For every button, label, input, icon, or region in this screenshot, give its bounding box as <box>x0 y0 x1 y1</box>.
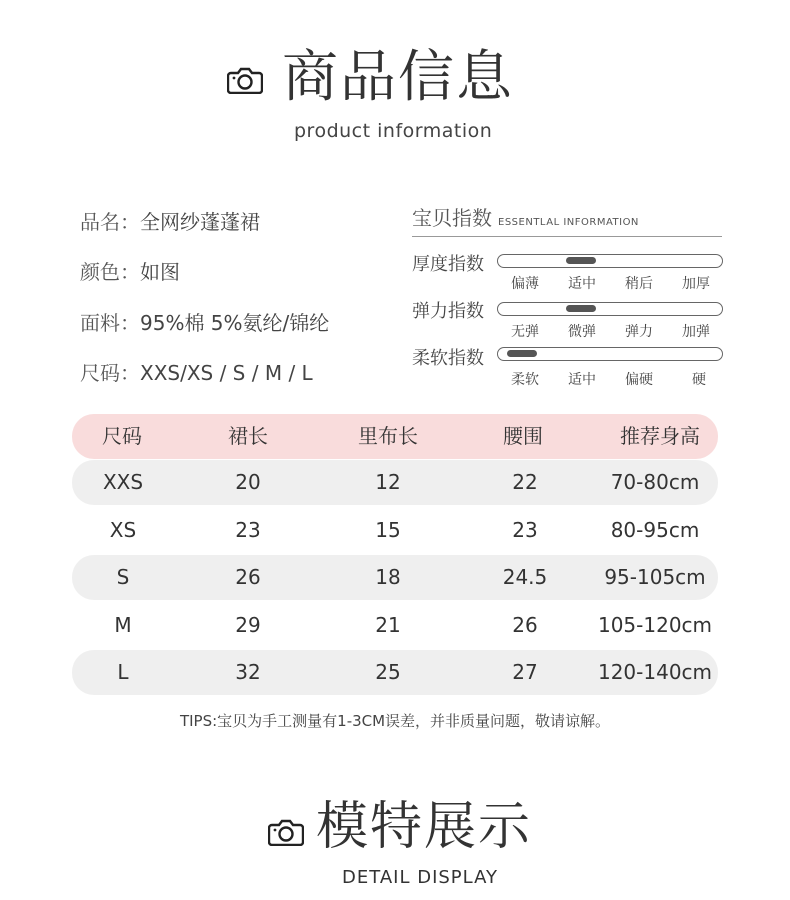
camera-icon <box>227 66 263 94</box>
info-value: 全网纱蓬蓬裙 <box>140 210 260 234</box>
page-title: 商品信息 <box>282 45 514 110</box>
tick-label: 适中 <box>568 372 596 388</box>
info-label: 面料： <box>80 311 140 335</box>
table-cell: 15 <box>375 518 401 542</box>
thickness-indicator <box>566 257 596 264</box>
table-cell: 105-120cm <box>597 613 713 637</box>
detail-title: 模特展示 <box>316 797 533 857</box>
size-table-header <box>72 414 718 459</box>
info-row-name <box>80 206 260 235</box>
softness-indicator <box>507 350 537 357</box>
page-subtitle: product information <box>294 120 493 142</box>
detail-subtitle: DETAIL DISPLAY <box>342 867 499 888</box>
info-label: 品名： <box>80 210 140 234</box>
index-title-cn: 宝贝指数 <box>412 206 492 230</box>
elasticity-track <box>497 302 723 316</box>
table-cell: XXS <box>102 470 144 494</box>
info-value: 如图 <box>140 260 180 284</box>
tick-label: 偏硬 <box>625 372 653 388</box>
table-cell: 32 <box>235 660 261 684</box>
info-row-color <box>80 256 180 285</box>
table-cell: 25 <box>375 660 401 684</box>
table-header-cell: 裙长 <box>228 424 268 448</box>
index-label-elasticity: 弹力指数 <box>412 301 484 322</box>
table-cell: 22 <box>512 470 538 494</box>
info-label: 尺码： <box>80 361 140 385</box>
table-cell: 26 <box>512 613 538 637</box>
tick-label: 适中 <box>568 276 596 292</box>
tick-label: 稍后 <box>625 276 653 292</box>
tips-note: TIPS:宝贝为手工测量有1-3CM误差，并非质量问题，敬请谅解。 <box>179 712 611 730</box>
table-cell: 120-140cm <box>597 660 713 684</box>
camera-icon <box>268 818 304 846</box>
table-row <box>72 460 718 505</box>
table-cell: 21 <box>375 613 401 637</box>
tick-label: 柔软 <box>511 372 539 388</box>
index-panel-title <box>412 202 639 231</box>
tick-label: 无弹 <box>511 324 539 340</box>
info-label: 颜色： <box>80 260 140 284</box>
tick-label: 硬 <box>692 372 706 388</box>
index-title-en: ESSENTLAL INFORMATION <box>498 217 639 228</box>
table-cell: 70-80cm <box>610 470 700 494</box>
info-row-fabric <box>80 307 329 336</box>
table-row <box>72 508 718 553</box>
softness-track <box>497 347 723 361</box>
index-label-softness: 柔软指数 <box>412 348 484 369</box>
table-cell: 80-95cm <box>610 518 700 542</box>
table-cell: 23 <box>512 518 538 542</box>
table-cell: 20 <box>235 470 261 494</box>
table-cell: 24.5 <box>502 565 548 589</box>
tick-label: 偏薄 <box>511 276 539 292</box>
table-cell: 27 <box>512 660 538 684</box>
table-header-cell: 里布长 <box>358 424 418 448</box>
table-row <box>72 603 718 648</box>
tick-label: 加厚 <box>682 276 710 292</box>
tick-label: 微弹 <box>568 324 596 340</box>
table-cell: M <box>114 613 132 637</box>
thickness-track <box>497 254 723 268</box>
table-cell: S <box>116 565 130 589</box>
table-cell: 26 <box>235 565 261 589</box>
table-header-cell: 推荐身高 <box>620 424 700 448</box>
elasticity-indicator <box>566 305 596 312</box>
table-row <box>72 555 718 600</box>
table-cell: L <box>117 660 129 684</box>
index-label-thickness: 厚度指数 <box>412 254 484 275</box>
table-header-cell: 腰围 <box>503 424 543 448</box>
table-cell: 95-105cm <box>604 565 706 589</box>
table-cell: 12 <box>375 470 401 494</box>
divider <box>412 236 722 237</box>
table-row <box>72 650 718 695</box>
info-row-size <box>80 357 313 386</box>
table-header-cell: 尺码 <box>102 424 142 448</box>
info-value: 95%棉 5%氨纶/锦纶 <box>140 311 330 335</box>
info-value: XXS/XS / S / M / L <box>140 361 313 385</box>
tick-label: 弹力 <box>625 324 653 340</box>
table-cell: 29 <box>235 613 261 637</box>
table-cell: 18 <box>375 565 401 589</box>
table-cell: XS <box>109 518 137 542</box>
table-cell: 23 <box>235 518 261 542</box>
tick-label: 加弹 <box>682 324 710 340</box>
